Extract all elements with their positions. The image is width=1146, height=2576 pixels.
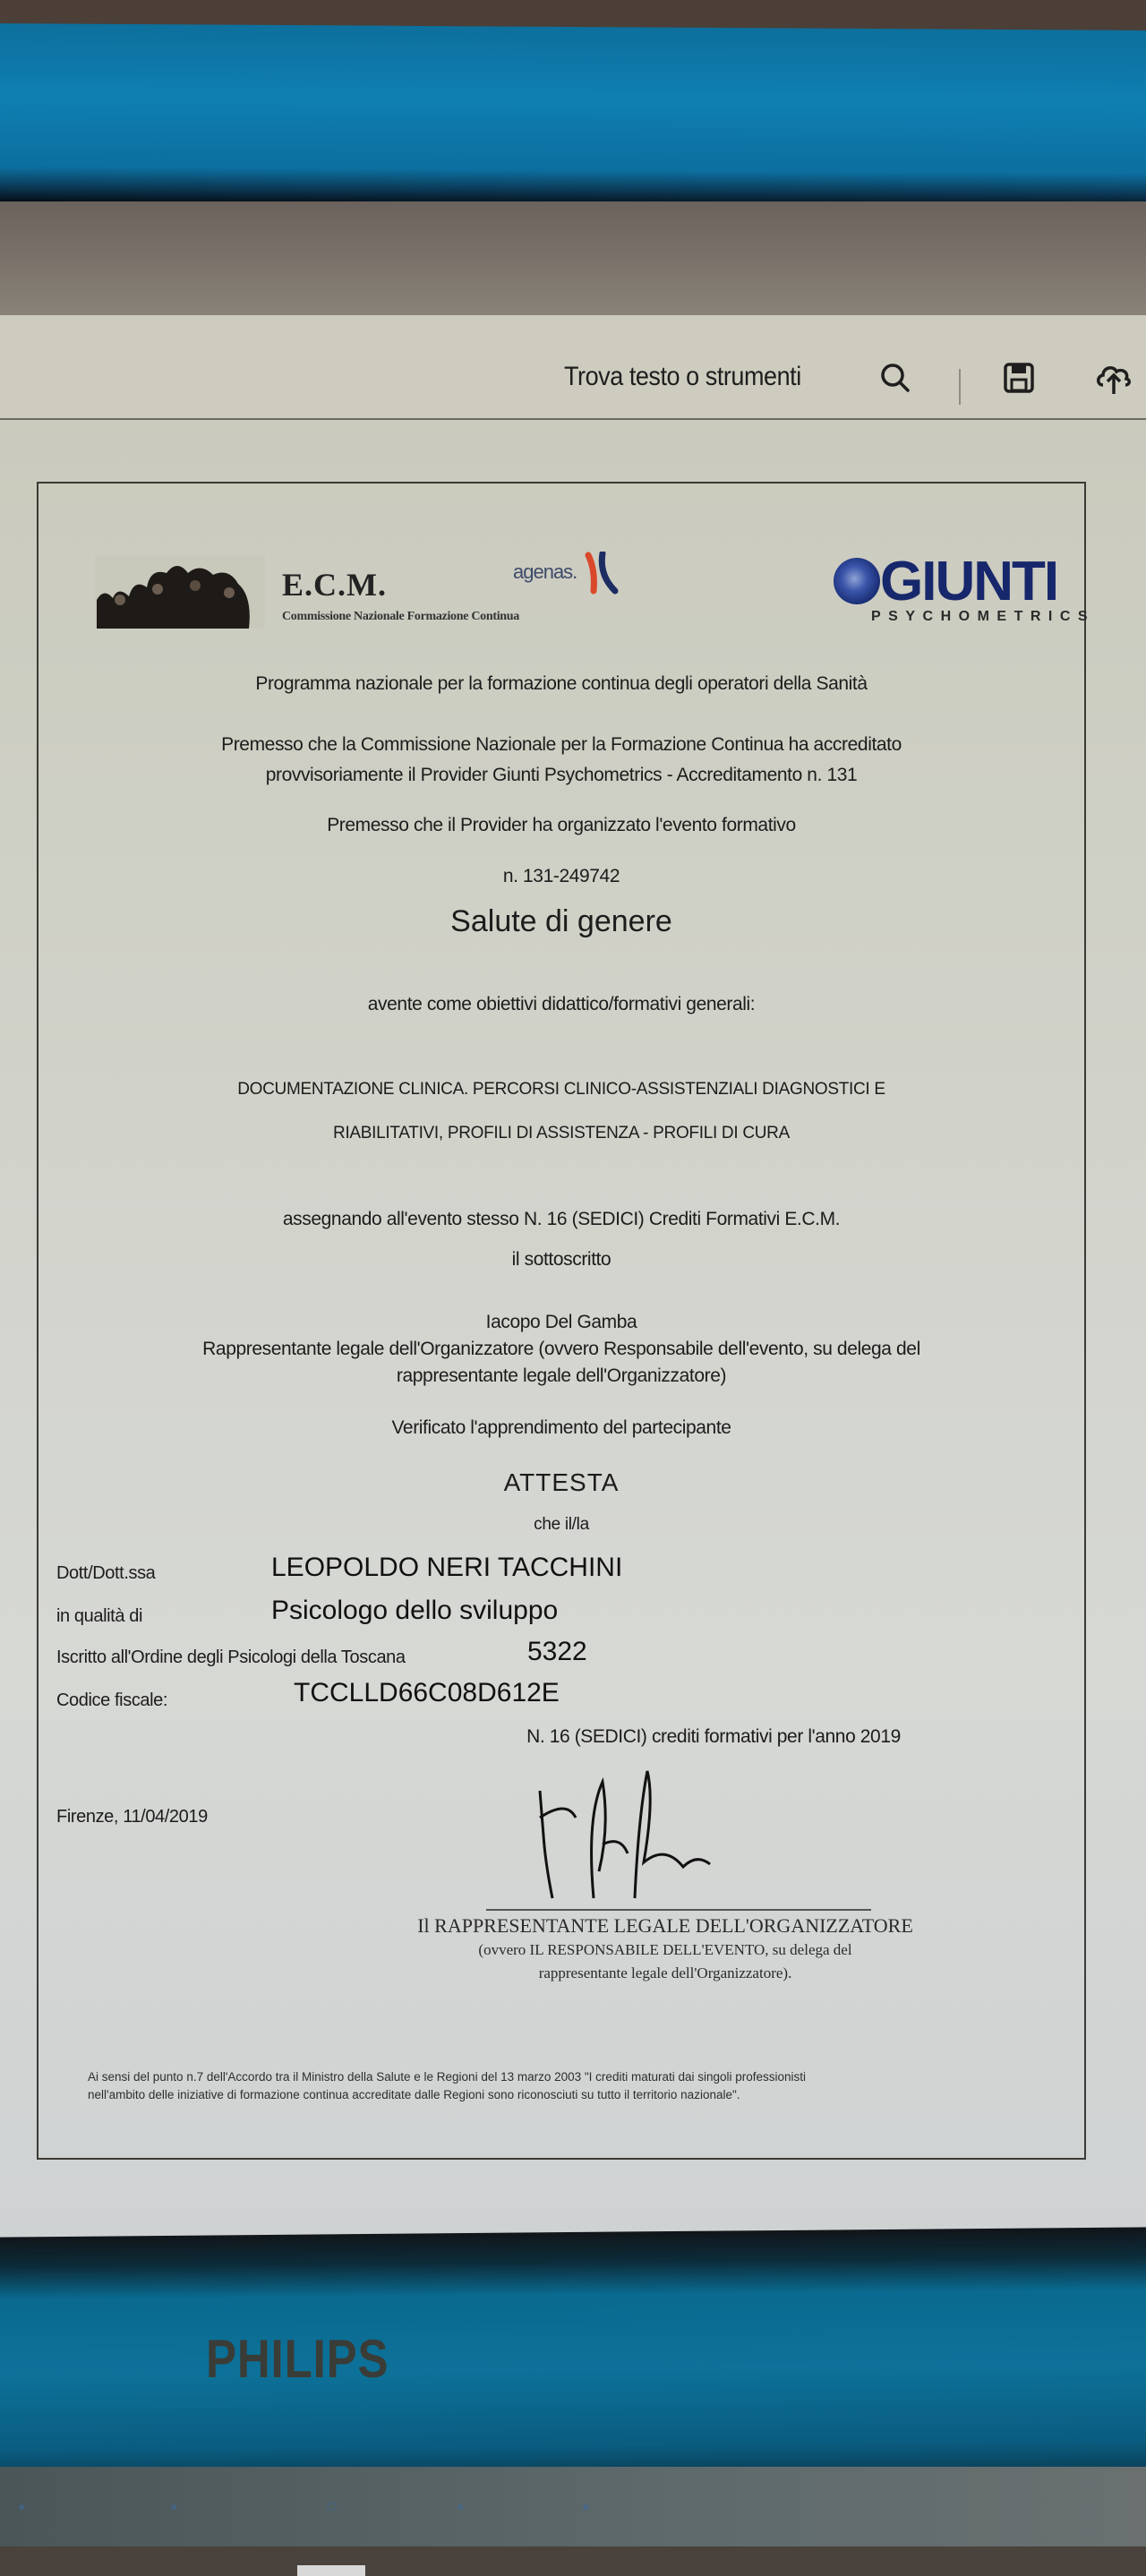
iscritto-label: Iscritto all'Ordine degli Psicologi della Toscana: [56, 1647, 406, 1667]
dott-label: Dott/Dott.ssa: [56, 1563, 156, 1583]
obiettivi-intro: avente come obiettivi didattico/formativi generali:: [367, 994, 756, 1014]
participant-name: LEOPOLDO NERI TACCHINI: [271, 1553, 623, 1582]
codice-fiscale-label: Codice fiscale:: [56, 1690, 168, 1710]
attesta-heading: ATTESTA: [503, 1468, 620, 1496]
power-led: [297, 2565, 365, 2576]
giunti-tagline: PSYCHOMETRICS: [871, 609, 1096, 624]
event-number: n. 131-249742: [502, 866, 620, 886]
footnote-line1: Ai sensi del punto n.7 dell'Accordo tra il Ministro della Salute e le Regioni del 13 marzo 2003 "I crediti maturati dai singoli professionisti: [88, 2070, 807, 2084]
monitor-brand-logo: PHILIPS: [206, 2329, 389, 2389]
signature: [513, 1764, 719, 1907]
pdf-toolbar: [0, 315, 1146, 420]
monitor-bezel-bottom: [0, 2227, 1146, 2487]
ecm-title: E.C.M.: [282, 567, 387, 603]
monitor-button-icon[interactable]: ●: [457, 2499, 465, 2513]
ecm-subtitle: Commissione Nazionale Formazione Continua: [282, 610, 519, 623]
monitor-bezel-top: [0, 23, 1146, 210]
giunti-logo: [834, 551, 1096, 634]
event-title: Salute di genere: [450, 904, 672, 938]
pdf-viewer: [0, 315, 1146, 2245]
premesso-commissione-line1: Premesso che la Commissione Nazionale per la Formazione Continua ha accreditato: [221, 734, 902, 755]
premesso-commissione-line2: provvisoriamente il Provider Giunti Psychometrics - Accreditamento n. 131: [265, 765, 858, 785]
signer-role-line2: rappresentante legale dell'Organizzatore): [396, 1365, 727, 1386]
signer-role-line1: Rappresentante legale dell'Organizzatore (ovvero Responsabile dell'evento, su delega del: [202, 1339, 920, 1359]
giunti-globe-icon: [834, 558, 880, 604]
monitor-button-icon[interactable]: ●: [582, 2499, 590, 2513]
giunti-name: GIUNTI: [880, 551, 1058, 612]
monitor-button-icon[interactable]: ●: [18, 2499, 26, 2513]
search-icon[interactable]: [877, 360, 913, 396]
che-il-la: che il/la: [534, 1515, 589, 1534]
signature-line: [486, 1909, 871, 1911]
footnote-line2: nell'ambito delle iniziative di formazione continua accreditate dalle Regioni sono riconosciuti su tutto il territorio nazionale".: [88, 2088, 740, 2101]
agenas-logo-mark: [583, 552, 619, 595]
screen-top-area: [0, 201, 1146, 318]
sig-caption-line3: rappresentante legale dell'Organizzatore).: [538, 1964, 792, 1981]
monitor-button-icon[interactable]: ●: [170, 2499, 178, 2513]
header-logos: [38, 484, 1096, 624]
premesso-provider: Premesso che il Provider ha organizzato l'evento formativo: [327, 815, 796, 835]
sig-caption-line2: (ovvero IL RESPONSABILE DELL'EVENTO, su delega del: [478, 1941, 852, 1958]
iscritto-number: 5322: [527, 1637, 587, 1666]
sig-caption-line1: Il RAPPRESENTANTE LEGALE DELL'ORGANIZZATORE: [417, 1914, 913, 1937]
monitor-control-panel: [0, 2467, 1146, 2546]
agenas-logo-text: agenas.: [513, 561, 577, 583]
programma-text: Programma nazionale per la formazione continua degli operatori della Sanità: [255, 673, 868, 694]
find-tools-button[interactable]: Trova testo o strumenti: [564, 362, 801, 391]
cloud-upload-icon[interactable]: [1094, 360, 1130, 396]
power-icon[interactable]: ⏻: [327, 2499, 338, 2513]
crediti-anno: N. 16 (SEDICI) crediti formativi per l'anno 2019: [526, 1726, 901, 1747]
toolbar-divider: [959, 369, 961, 405]
save-icon[interactable]: [1001, 360, 1037, 396]
place-date: Firenze, 11/04/2019: [56, 1807, 208, 1827]
obiettivi-line2: RIABILITATIVI, PROFILI DI ASSISTENZA - PROFILI DI CURA: [333, 1124, 790, 1143]
participant-role: Psicologo dello sviluppo: [271, 1596, 559, 1625]
obiettivi-line1: DOCUMENTAZIONE CLINICA. PERCORSI CLINICO-ASSISTENZIALI DIAGNOSTICI E: [237, 1080, 885, 1099]
verificato-text: Verificato l'apprendimento del partecipante: [391, 1417, 731, 1438]
sottoscritto: il sottoscritto: [511, 1249, 611, 1270]
ecm-logo-image: [95, 555, 265, 629]
certificate-page: [37, 482, 1096, 2160]
crediti-assegnati: assegnando all'evento stesso N. 16 (SEDICI) Crediti Formativi E.C.M.: [282, 1209, 841, 1229]
codice-fiscale-value: TCCLLD66C08D612E: [294, 1678, 560, 1707]
signer-name: Iacopo Del Gamba: [485, 1312, 637, 1332]
qualita-label: in qualità di: [56, 1606, 142, 1626]
